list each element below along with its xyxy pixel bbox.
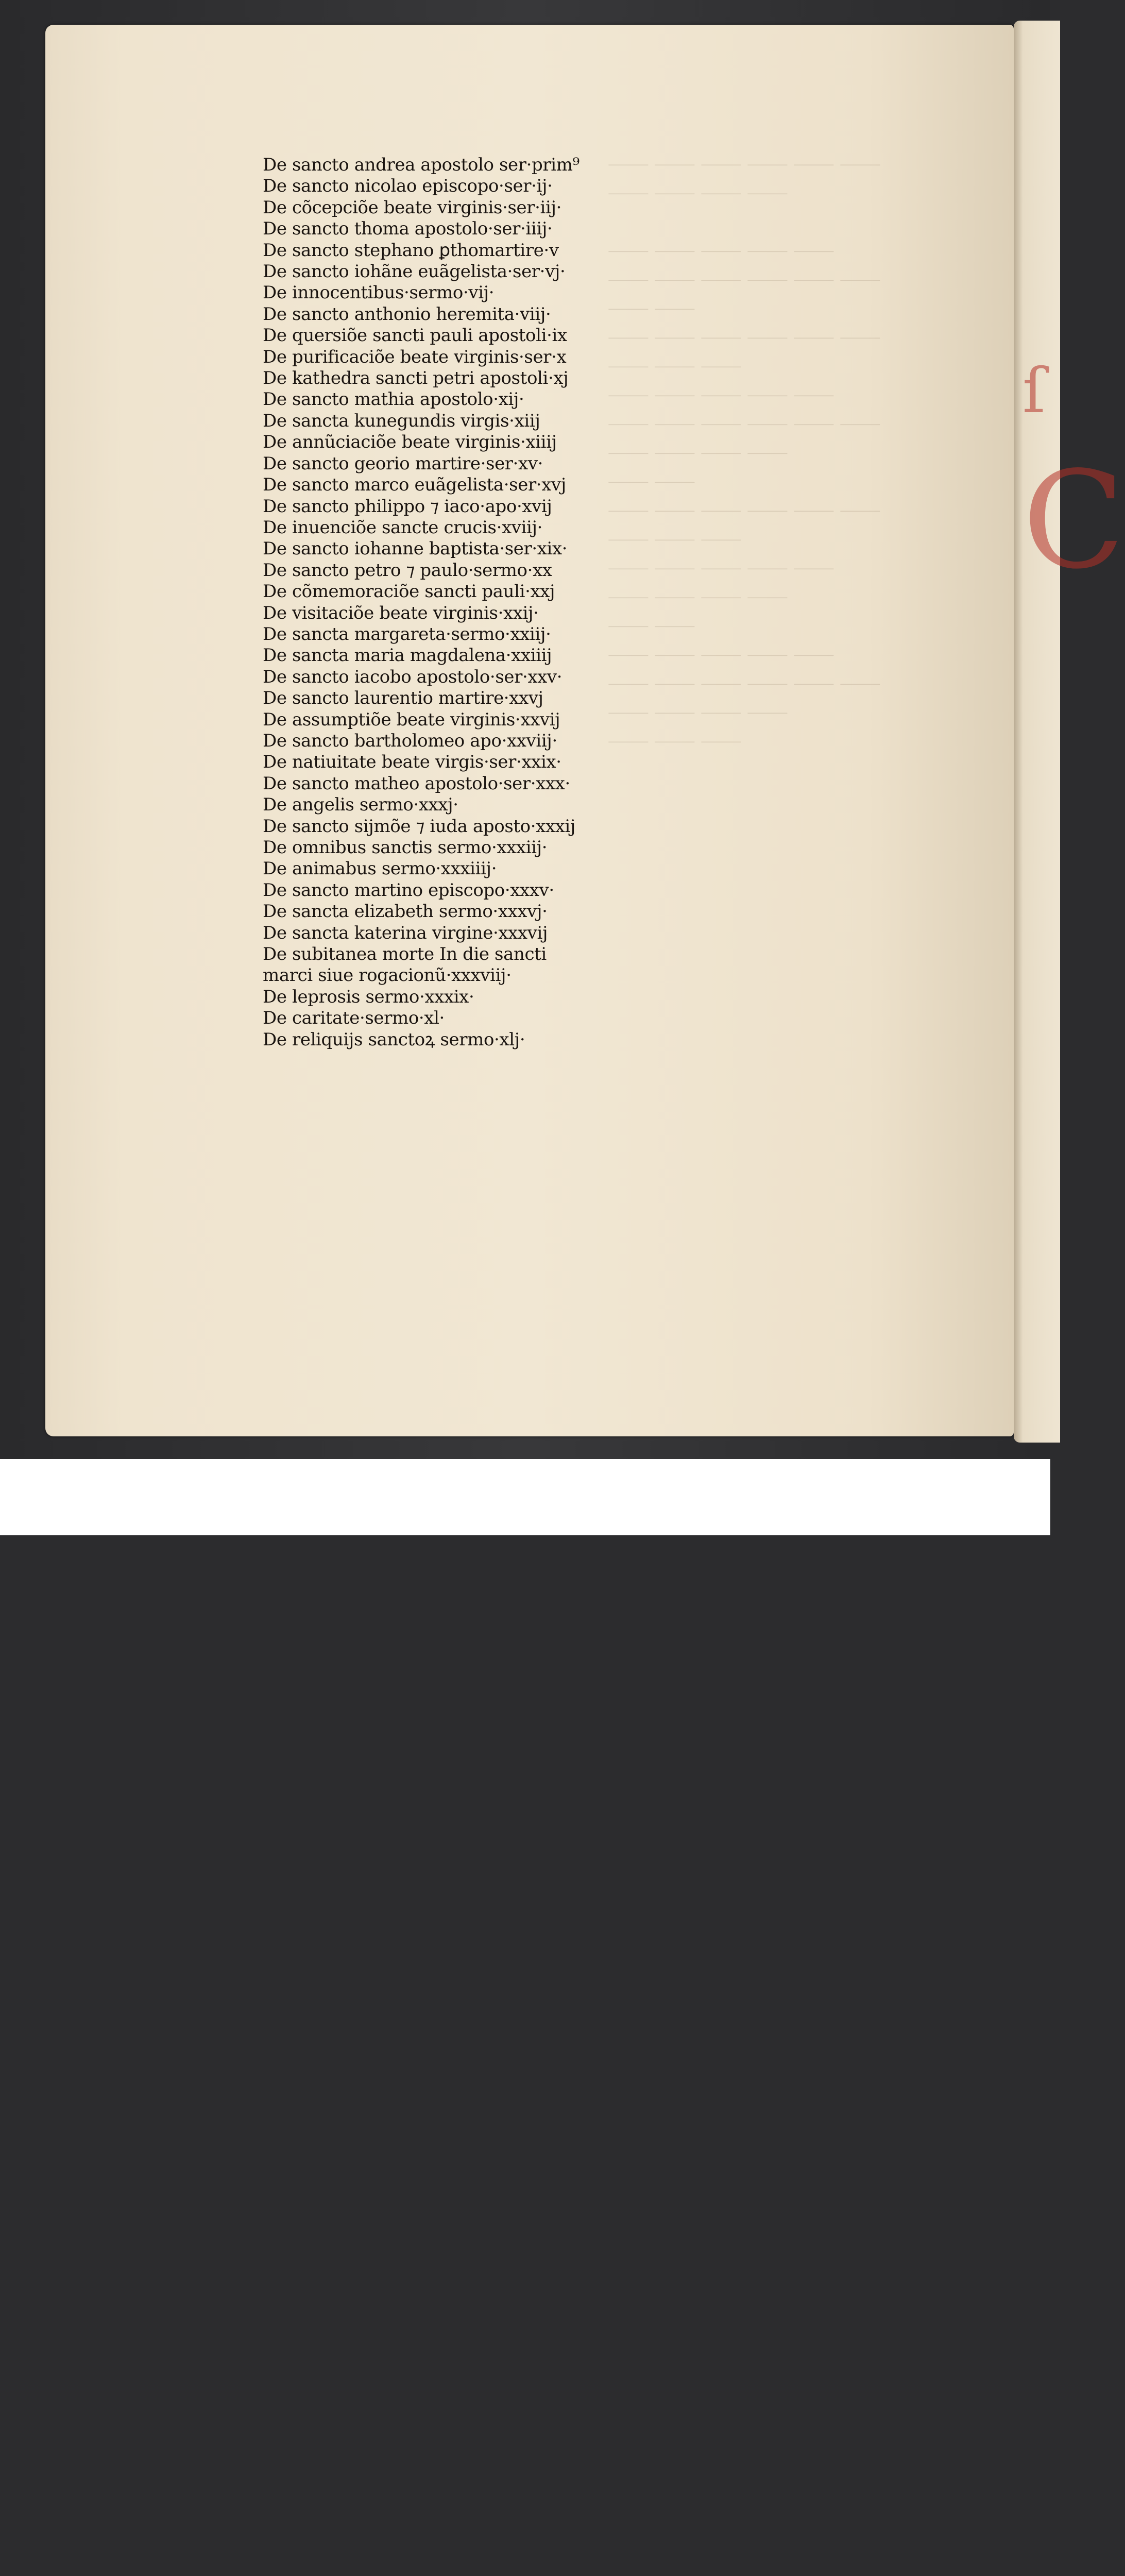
- toc-entry: De quersiõe sancti pauli apostoli·ix: [263, 325, 567, 346]
- table-of-contents: [263, 155, 582, 1050]
- toc-entry: De caritate·sermo·xl·: [263, 1008, 445, 1029]
- toc-entry: De purificaciõe beate virginis·ser·x: [263, 346, 567, 367]
- toc-entry: De reliquijs sanctoꝝ sermo·xlj·: [263, 1029, 525, 1050]
- toc-entry: De subitanea morte In die sancti: [263, 944, 547, 965]
- toc-entry: De sancto nicolao episcopo·ser·ij·: [263, 176, 553, 197]
- toc-entry: De sancta katerina virgine·xxxvij: [263, 922, 548, 943]
- toc-entry: De sancto thoma apostolo·ser·iiij·: [263, 218, 553, 240]
- toc-entry: De sancto iohãne euãgelista·ser·vj·: [263, 261, 566, 282]
- toc-entry: De omnibus sanctis sermo·xxxiij·: [263, 837, 548, 858]
- toc-entry: De sancta maria magdalena·xxiiij: [263, 645, 552, 666]
- toc-entry: De annũciaciõe beate virginis·xiiij: [263, 432, 557, 453]
- rubric-decoration: C: [1022, 443, 1125, 599]
- toc-entry: De sancto petro ⁊ paulo·sermo·xx: [263, 560, 552, 581]
- toc-entry: De sancto laurentio martire·xxvj: [263, 688, 543, 709]
- toc-entry: De innocentibus·sermo·vij·: [263, 282, 495, 303]
- toc-entry: De sancta elizabeth sermo·xxxvj·: [263, 901, 548, 922]
- toc-entry: De sancto andrea apostolo ser·prim⁹: [263, 155, 579, 175]
- toc-entry: De animabus sermo·xxxiiij·: [263, 858, 497, 879]
- toc-entry: De angelis sermo·xxxj·: [263, 794, 458, 816]
- toc-entry: De assumptiõe beate virginis·xxvij: [263, 709, 560, 730]
- toc-entry: De cõmemoraciõe sancti pauli·xxj: [263, 581, 555, 602]
- toc-entry: De sancta margareta·sermo·xxiij·: [263, 623, 551, 645]
- toc-entry: De natiuitate beate virgis·ser·xxix·: [263, 752, 561, 773]
- toc-entry: De sancto stephano ꝑthomartire·v: [263, 240, 559, 261]
- toc-entry: De sancto mathia apostolo·xij·: [263, 389, 524, 410]
- toc-entry: marci siue rogacionũ·xxxviij·: [263, 965, 512, 986]
- toc-entry: De visitaciõe beate virginis·xxij·: [263, 602, 539, 623]
- toc-entry: De sancto martino episcopo·xxxv·: [263, 879, 554, 901]
- toc-entry: De sancto iacobo apostolo·ser·xxv·: [263, 666, 562, 687]
- toc-entry: De leprosis sermo·xxxix·: [263, 986, 474, 1007]
- toc-entry: De sancto georio martire·ser·xv·: [263, 453, 543, 474]
- facing-page-edge: [1014, 21, 1060, 1443]
- toc-entry: De sancto matheo apostolo·ser·xxx·: [263, 773, 570, 794]
- toc-entry: De sancto marco euãgelista·ser·xvj: [263, 474, 566, 496]
- rubric-decoration: ſ: [1022, 355, 1046, 427]
- toc-entry: De kathedra sancti petri apostoli·xj: [263, 368, 569, 389]
- toc-entry: De inuenciõe sancte crucis·xviij·: [263, 517, 543, 538]
- viewer-footer: [0, 1459, 1050, 1535]
- toc-entry: De sancto sijmõe ⁊ iuda apostо·xxxij: [263, 816, 576, 837]
- toc-entry: De cõcepciõe beate virginis·ser·iij·: [263, 197, 562, 218]
- toc-entry: De sancta kunegundis virgis·xiij: [263, 410, 540, 431]
- toc-entry: De sancto iohanne baptista·ser·xix·: [263, 538, 568, 560]
- toc-entry: De sancto bartholomeo apo·xxviij·: [263, 730, 557, 751]
- toc-entry: De sancto anthonio heremita·viij·: [263, 303, 551, 325]
- toc-entry: De sancto philippo ⁊ iaco·apo·xvij: [263, 496, 552, 517]
